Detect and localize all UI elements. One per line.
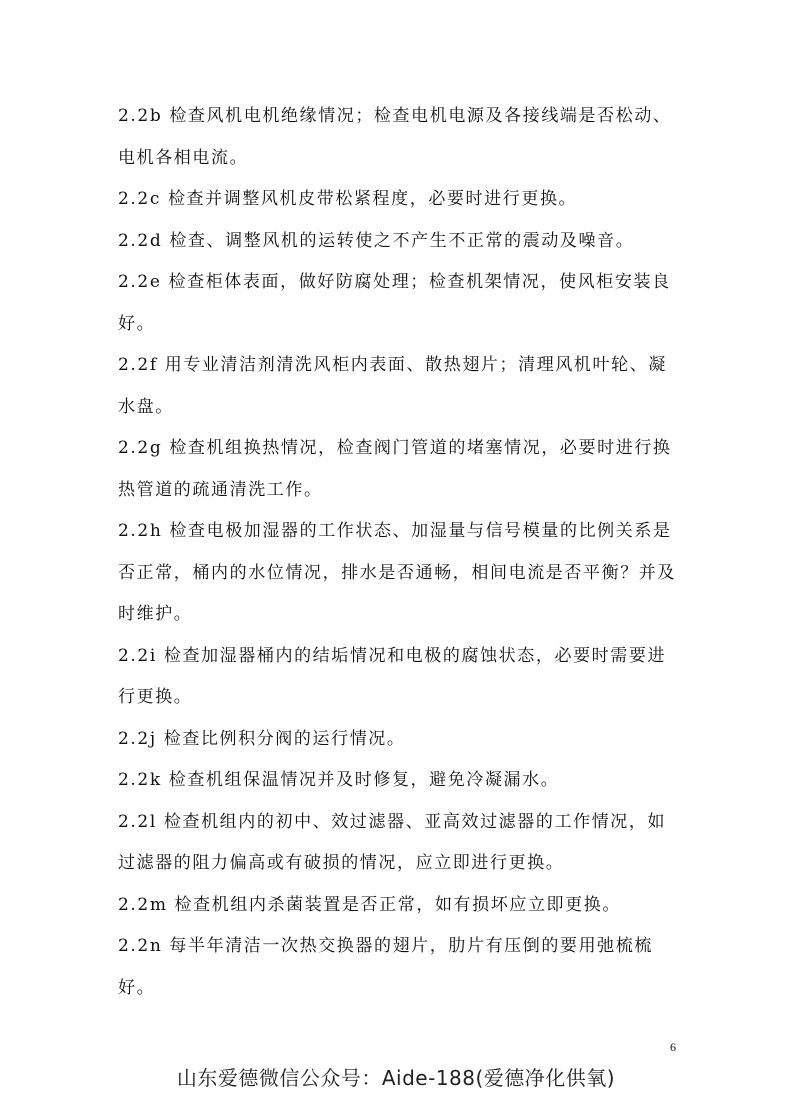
paragraph-2-2f: 2.2f 用专业清洁剂清洗风柜内表面、散热翅片；清理风机叶轮、凝水盘。 (118, 355, 667, 417)
paragraph-2-2j: 2.2j 检查比例积分阀的运行情况。 (118, 728, 406, 749)
page-number: 6 (670, 1040, 676, 1054)
paragraph-2-2n: 2.2n 每半年清洁一次热交换器的翅片，肋片有压倒的要用弛梳梳好。 (118, 936, 653, 998)
document-body (118, 96, 678, 1009)
paragraph-2-2g: 2.2g 检查机组换热情况，检查阀门管道的堵塞情况，必要时进行换热管道的疏通清洗工作。 (118, 438, 672, 500)
paragraph-2-2d: 2.2d 检查、调整风机的运转使之不产生不正常的震动及噪音。 (118, 230, 635, 251)
paragraph-2-2i: 2.2i 检查加湿器桶内的结垢情况和电极的腐蚀状态，必要时需要进行更换。 (118, 645, 667, 707)
paragraph-2-2h: 2.2h 检查电极加湿器的工作状态、加湿量与信号模量的比例关系是否正常，桶内的水位情况，排水是否通畅，相间电流是否平衡？并及时维护。 (118, 521, 676, 624)
footer-watermark: 山东爱德微信公众号：Aide-188(爱德净化供氧) (176, 1066, 616, 1090)
paragraph-2-2b: 2.2b 检查风机电机绝缘情况；检查电机电源及各接线端是否松动、电机各相电流。 (118, 106, 672, 168)
paragraph-2-2l: 2.2l 检查机组内的初中、效过滤器、亚高效过滤器的工作情况，如过滤器的阻力偏高或有破损的情况，应立即进行更换。 (118, 811, 667, 873)
paragraph-2-2k: 2.2k 检查机组保温情况并及时修复，避免冷凝漏水。 (118, 770, 560, 790)
paragraph-2-2e: 2.2e 检查柜体表面，做好防腐处理；检查机架情况，使风柜安装良好。 (118, 272, 671, 334)
paragraph-2-2m: 2.2m 检查机组内杀菌装置是否正常，如有损坏应立即更换。 (118, 894, 621, 915)
paragraph-2-2c: 2.2c 检查并调整风机皮带松紧程度，必要时进行更换。 (118, 189, 578, 209)
